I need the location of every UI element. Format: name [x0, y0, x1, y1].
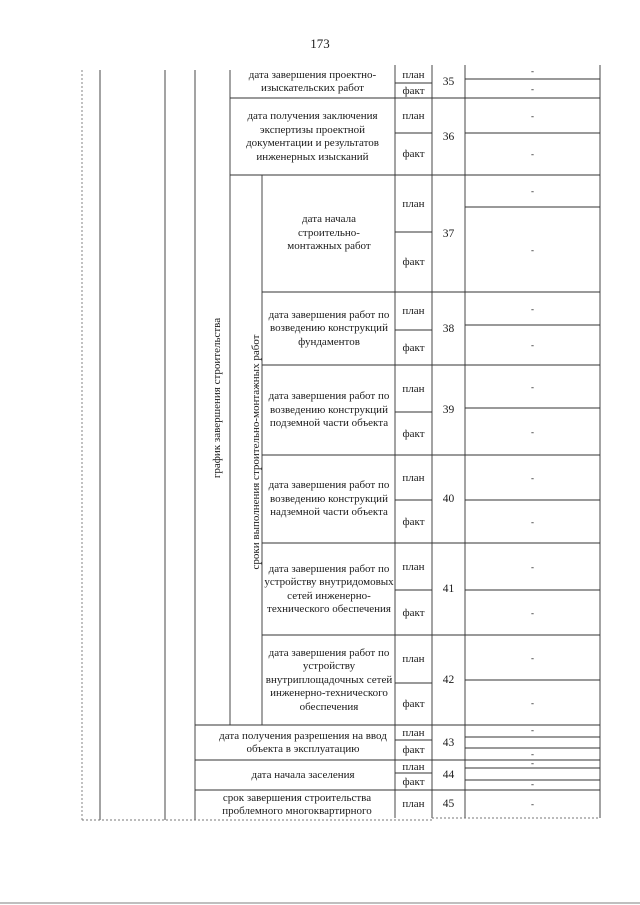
- page-number: 173: [310, 36, 330, 51]
- plan-cell: план: [402, 798, 425, 810]
- row-number: 40: [442, 493, 455, 505]
- plan-cell: план: [402, 560, 425, 573]
- plan-cell: план: [402, 382, 425, 395]
- row-number: 36: [442, 130, 455, 143]
- plan-value: -: [531, 561, 534, 572]
- row-label: дата завершения работ по устройству внутриплощадочных сетей инженерно-технического обеспечения: [265, 646, 393, 713]
- row-number: 37: [442, 227, 455, 240]
- plan-value: -: [531, 725, 534, 735]
- plan-value: -: [531, 66, 534, 76]
- construction-schedule-label: график завершения строительства: [211, 317, 223, 479]
- fact-cell: факт: [402, 775, 425, 788]
- fact-value: -: [531, 340, 534, 350]
- row-number: 44: [442, 769, 455, 781]
- row-number: 42: [442, 674, 455, 686]
- row-label: дата начала строительно-монтажных работ: [287, 213, 371, 253]
- fact-value: -: [531, 426, 534, 437]
- plan-cell: план: [402, 305, 425, 317]
- row-number: 41: [442, 583, 455, 595]
- plan-cell: план: [402, 760, 425, 773]
- plan-cell: план: [402, 471, 425, 484]
- fact-value: -: [531, 697, 534, 708]
- plan-cell: план: [402, 726, 425, 739]
- plan-value: -: [531, 186, 534, 196]
- row-number: 45: [442, 798, 455, 810]
- smr-terms-label: сроки выполнения строительно-монтажных работ: [250, 334, 262, 570]
- row-label: дата завершения работ по возведению конструкций фундаментов: [268, 308, 390, 348]
- fact-cell: факт: [402, 341, 425, 354]
- plan-value: -: [531, 303, 534, 314]
- fact-value: -: [531, 244, 534, 255]
- row-label: дата завершения работ по возведению конструкций подземной части объекта: [268, 390, 390, 430]
- row-label: дата начала заселения: [251, 768, 355, 781]
- row-label: дата получения разрешения на ввод объекта в эксплуатацию: [219, 729, 387, 755]
- fact-cell: факт: [402, 427, 425, 440]
- row-label: дата завершения проектно-изыскательских работ: [248, 68, 377, 94]
- row-number: 43: [442, 736, 455, 749]
- plan-value: -: [531, 110, 534, 121]
- row-label: дата получения заключения экспертизы проектной документации и результатов инженерных изысканий: [246, 110, 379, 163]
- row-label: срок завершения строительства проблемного многоквартирного: [222, 791, 372, 817]
- plan-value: -: [531, 799, 534, 809]
- fact-value: -: [531, 607, 534, 618]
- fact-cell: факт: [402, 84, 425, 97]
- row-number: 35: [442, 76, 455, 88]
- row-label: дата завершения работ по возведению конструкций надземной части объекта: [268, 479, 390, 519]
- plan-cell: план: [402, 109, 425, 122]
- fact-value: -: [531, 778, 534, 789]
- fact-value: -: [531, 516, 534, 527]
- plan-cell: план: [402, 68, 425, 81]
- fact-value: -: [531, 749, 534, 759]
- plan-cell: план: [402, 197, 425, 210]
- fact-cell: факт: [402, 515, 425, 528]
- fact-cell: факт: [402, 698, 425, 710]
- fact-cell: факт: [402, 606, 425, 619]
- fact-cell: факт: [402, 148, 425, 160]
- plan-value: -: [531, 381, 534, 392]
- plan-value: -: [531, 758, 534, 768]
- plan-value: -: [531, 472, 534, 483]
- plan-cell: план: [402, 653, 425, 665]
- fact-value: -: [531, 149, 534, 159]
- fact-cell: факт: [402, 744, 425, 756]
- row-number: 39: [442, 404, 455, 416]
- row-label: дата завершения работ по устройству внутридомовых сетей инженерно-технического обеспечения: [264, 562, 394, 615]
- fact-cell: факт: [402, 256, 425, 268]
- fact-value: -: [531, 83, 534, 94]
- plan-value: -: [531, 652, 534, 663]
- row-number: 38: [442, 322, 455, 335]
